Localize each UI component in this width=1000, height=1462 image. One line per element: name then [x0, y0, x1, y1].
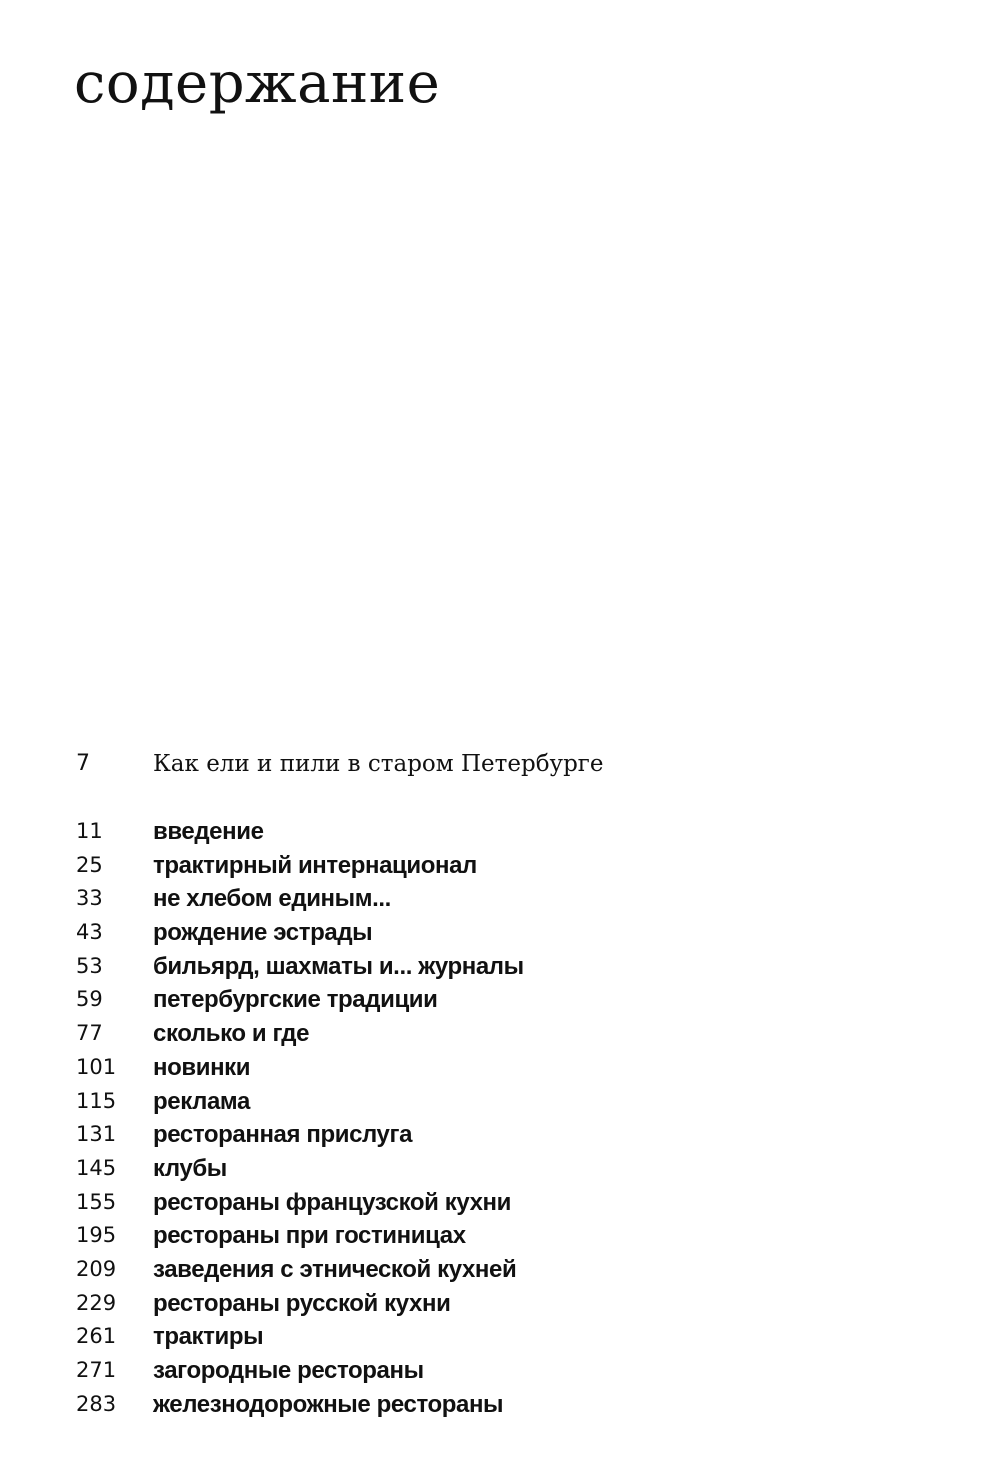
toc-entry[interactable] — [0, 1118, 1000, 1152]
toc-entry[interactable] — [0, 815, 1000, 849]
toc-entry-title: трактирный интернационал — [153, 851, 477, 879]
toc-page-number: 43 — [76, 920, 103, 945]
toc-page-number: 229 — [76, 1290, 117, 1315]
toc-entry[interactable] — [0, 882, 1000, 916]
toc-page-number: 33 — [76, 886, 103, 911]
toc-entry-title: рестораны русской кухни — [153, 1289, 451, 1317]
toc-entry-title: ресторанная прислуга — [153, 1121, 413, 1149]
toc-entry[interactable] — [0, 983, 1000, 1017]
toc-entry[interactable] — [0, 1287, 1000, 1321]
toc-list — [0, 815, 1000, 1421]
toc-page-number: 271 — [76, 1358, 117, 1382]
toc-entry[interactable] — [0, 1051, 1000, 1085]
toc-entry[interactable] — [0, 1085, 1000, 1119]
toc-page-number: 115 — [76, 1088, 117, 1113]
toc-entry-title: рождение эстрады — [153, 919, 373, 947]
toc-entry[interactable] — [0, 1219, 1000, 1253]
toc-page-number: 261 — [76, 1324, 117, 1349]
toc-entry-title: не хлебом единым... — [153, 885, 391, 913]
toc-page-number: 7 — [76, 751, 90, 776]
toc-page-number: 209 — [76, 1256, 117, 1281]
toc-entry-title: новинки — [153, 1053, 251, 1081]
page-title: содержание — [74, 51, 441, 116]
toc-entry-title: рестораны при гостиницах — [153, 1222, 466, 1250]
toc-page-number: 53 — [76, 953, 103, 978]
toc-page-number: 59 — [76, 987, 103, 1012]
toc-entry[interactable] — [0, 1354, 1000, 1388]
toc-entry[interactable] — [0, 1152, 1000, 1186]
toc-entry-title: бильярд, шахматы и... журналы — [153, 952, 524, 980]
toc-intro-entry[interactable] — [0, 746, 1000, 782]
toc-entry-title: Как ели и пили в старом Петербурге — [153, 751, 604, 777]
toc-entry-title: заведения с этнической кухней — [153, 1255, 517, 1283]
toc-entry[interactable] — [0, 849, 1000, 883]
toc-entry[interactable] — [0, 1186, 1000, 1220]
toc-entry-title: петербургские традиции — [153, 986, 438, 1014]
toc-entry-title: клубы — [153, 1154, 227, 1182]
toc-entry[interactable] — [0, 1253, 1000, 1287]
toc-page-number: 77 — [76, 1021, 103, 1046]
toc-entry-title: рестораны французской кухни — [153, 1188, 512, 1216]
toc-page-number: 131 — [76, 1122, 117, 1147]
toc-entry[interactable] — [0, 950, 1000, 984]
toc-page-number: 155 — [76, 1189, 117, 1214]
toc-page-number: 101 — [76, 1054, 117, 1079]
toc-entry-title: железнодорожные рестораны — [153, 1390, 504, 1418]
toc-page-number: 25 — [76, 852, 103, 877]
toc-entry-title: загородные рестораны — [153, 1357, 424, 1384]
toc-entry-title: трактиры — [153, 1323, 264, 1351]
toc-entry[interactable] — [0, 916, 1000, 950]
toc-entry[interactable] — [0, 1017, 1000, 1051]
toc-entry-title: сколько и где — [153, 1020, 310, 1048]
toc-entry-title: реклама — [153, 1087, 250, 1115]
toc-page-number: 195 — [76, 1223, 117, 1248]
toc-entry[interactable] — [0, 1320, 1000, 1354]
toc-page-number: 145 — [76, 1155, 117, 1180]
toc-page-number: 11 — [76, 819, 103, 843]
toc-entry-title: введение — [153, 818, 264, 845]
toc-page-number: 283 — [76, 1391, 117, 1416]
toc-entry[interactable] — [0, 1388, 1000, 1422]
